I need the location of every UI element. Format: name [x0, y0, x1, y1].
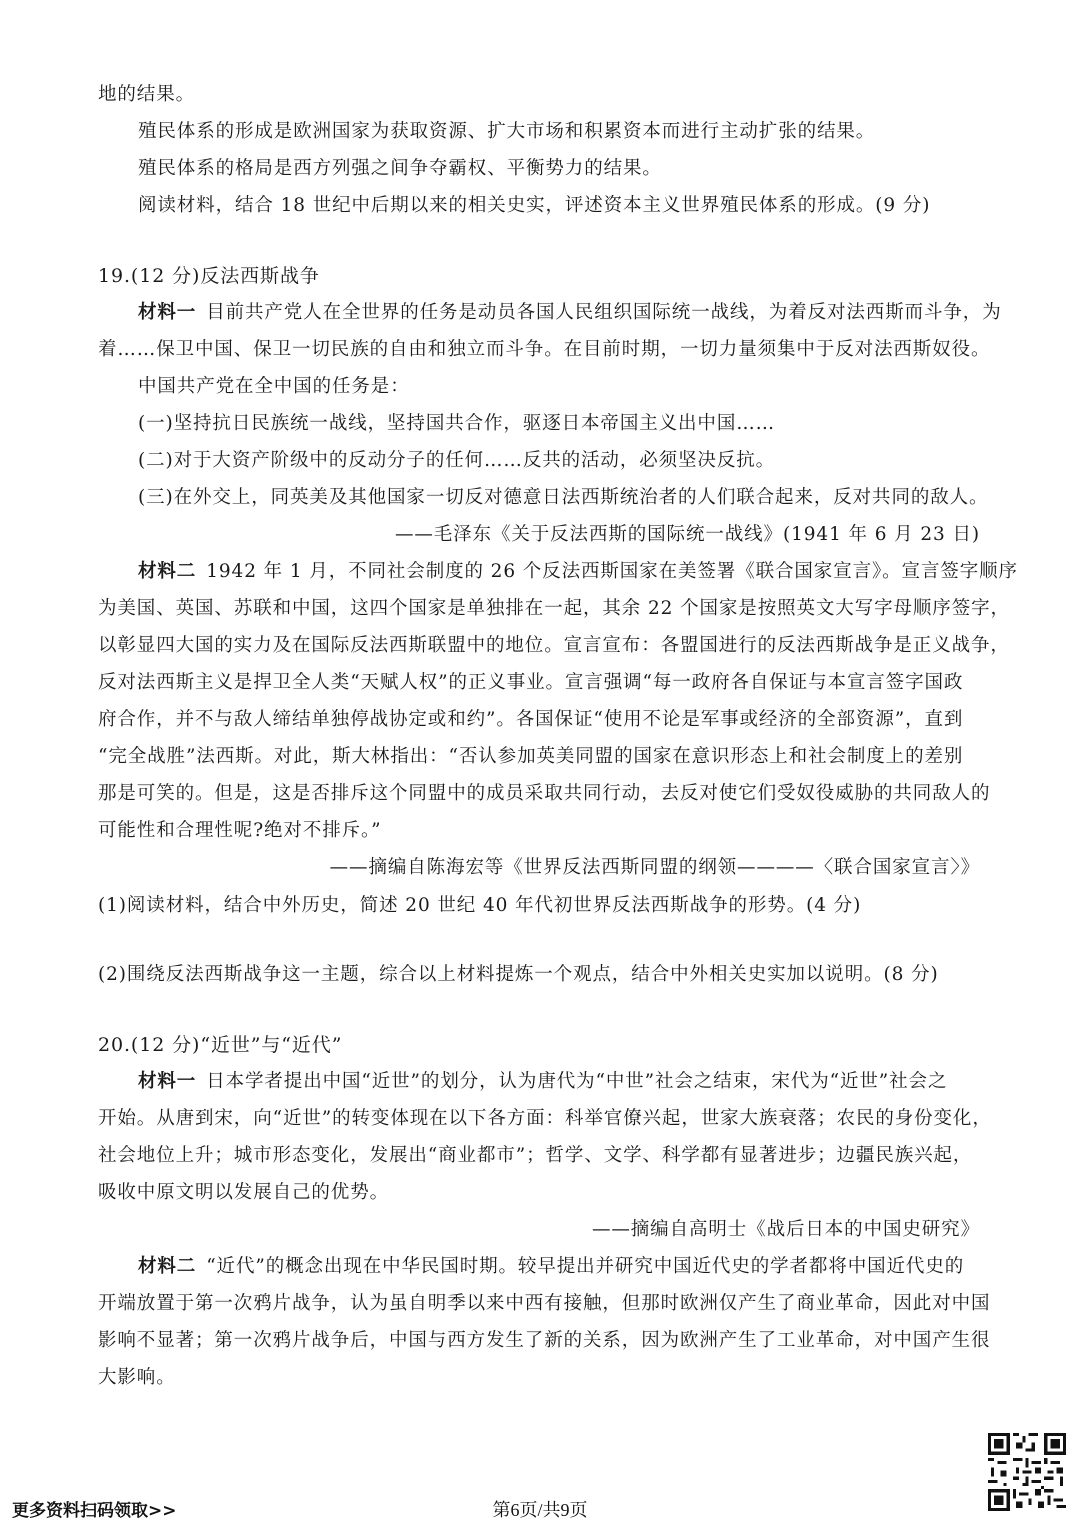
- material-paragraph-start: [138, 298, 1002, 328]
- text-line: 开始。从唐到宋，向“近世”的转变体现在以下各方面：科举官僚兴起，世家大族衰落；农民的身份变化，: [98, 1108, 992, 1129]
- text-line: 1942 年 1 月，不同社会制度的 26 个反法西斯国家在美签署《联合国家宣言》。宣言签字顺序: [206, 561, 1018, 582]
- text-line: 影响不显著；第一次鸦片战争后，中国与西方发生了新的关系，因为欧洲产生了工业革命，对中国产生很: [98, 1330, 991, 1351]
- text-line: (三)在外交上，同英美及其他国家一切反对德意日法西斯统治者的人们联合起来，反对共同的敌人。: [138, 487, 989, 508]
- material-label: 材料一: [138, 1071, 197, 1092]
- citation: ——毛泽东《关于反法西斯的国际统一战线》(1941 年 6 月 23 日): [394, 524, 980, 545]
- text-line: 中国共产党在全中国的任务是：: [138, 376, 410, 397]
- citation: ——摘编自陈海宏等《世界反法西斯同盟的纲领————〈联合国家宣言〉》: [329, 857, 980, 878]
- text-line: 府合作，并不与敌人缔结单独停战协定或和约”。各国保证“使用不论是军事或经济的全部资源”，直到: [98, 709, 964, 730]
- text-line: 吸收中原文明以发展自己的优势。: [98, 1182, 390, 1203]
- text-line: 开端放置于第一次鸦片战争，认为虽自明季以来中西有接触，但那时欧洲仅产生了商业革命，因此对中国: [98, 1293, 991, 1314]
- text-line: 殖民体系的形成是欧洲国家为获取资源、扩大市场和积累资本而进行主动扩张的结果。: [138, 121, 876, 142]
- text-line: (二)对于大资产阶级中的反动分子的任何……反共的活动，必须坚决反抗。: [138, 450, 776, 471]
- citation: ——摘编自高明士《战后日本的中国史研究》: [591, 1219, 980, 1240]
- text-line: “完全战胜”法西斯。对此，斯大林指出：“否认参加英美同盟的国家在意识形态上和社会制度上的差别: [98, 746, 964, 767]
- page-number: 第6页/共9页: [492, 1500, 588, 1520]
- question-20-heading: 20.(12 分)“近世”与“近代”: [98, 1034, 343, 1056]
- footer-promo-link[interactable]: 更多资料扫码领取>>: [12, 1501, 177, 1521]
- material-paragraph-start: [138, 1067, 984, 1097]
- text-line: 阅读材料，结合 18 世纪中后期以来的相关史实，评述资本主义世界殖民体系的形成。(9 分): [138, 195, 931, 216]
- text-line: 社会地位上升；城市形态变化，发展出“商业都市”；哲学、文学、科学都有显著进步；边疆民族兴起，: [98, 1145, 973, 1166]
- material-label: 材料一: [138, 302, 197, 323]
- text-line: 可能性和合理性呢?绝对不排斥。”: [98, 820, 382, 841]
- material-paragraph-start: [138, 1252, 984, 1282]
- text-line: 殖民体系的格局是西方列强之间争夺霸权、平衡势力的结果。: [138, 158, 662, 179]
- text-line: 着……保卫中国、保卫一切民族的自由和独立而斗争。在目前时期，一切力量须集中于反对法西斯奴役。: [98, 339, 991, 360]
- text-line: “近代”的概念出现在中华民国时期。较早提出并研究中国近代史的学者都将中国近代史的: [206, 1256, 965, 1277]
- text-line: (一)坚持抗日民族统一战线，坚持国共合作，驱逐日本帝国主义出中国……: [138, 413, 776, 434]
- material-paragraph-start: [138, 557, 1018, 587]
- text-line: 以彰显四大国的实力及在国际反法西斯联盟中的地位。宣言宣布：各盟国进行的反法西斯战争是正义战争，: [98, 635, 1010, 656]
- text-line: 目前共产党人在全世界的任务是动员各国人民组织国际统一战线，为着反对法西斯而斗争，为: [206, 302, 1002, 323]
- text-line: 日本学者提出中国“近世”的划分，认为唐代为“中世”社会之结束，宋代为“近世”社会之: [206, 1071, 948, 1092]
- text-line: 为美国、英国、苏联和中国，这四个国家是单独排在一起，其余 22 个国家是按照英文大写字母顺序签字，: [98, 598, 1010, 619]
- text-line: 大影响。: [98, 1367, 176, 1388]
- sub-question: (2)围绕反法西斯战争这一主题，综合以上材料提炼一个观点，结合中外相关史实加以说明。(8 分): [98, 964, 939, 985]
- material-label: 材料二: [138, 561, 197, 582]
- question-19-heading: 19.(12 分)反法西斯战争: [98, 265, 320, 287]
- material-label: 材料二: [138, 1256, 197, 1277]
- text-line: 地的结果。: [98, 84, 196, 105]
- text-line: 反对法西斯主义是捍卫全人类“天赋人权”的正义事业。宣言强调“每一政府各自保证与本宣言签字国政: [98, 672, 964, 693]
- sub-question: (1)阅读材料，结合中外历史，简述 20 世纪 40 年代初世界反法西斯战争的形势。(4 分): [98, 895, 862, 916]
- text-line: 那是可笑的。但是，这是否排斥这个同盟中的成员采取共同行动，去反对使它们受奴役威胁的共同敌人的: [98, 783, 991, 804]
